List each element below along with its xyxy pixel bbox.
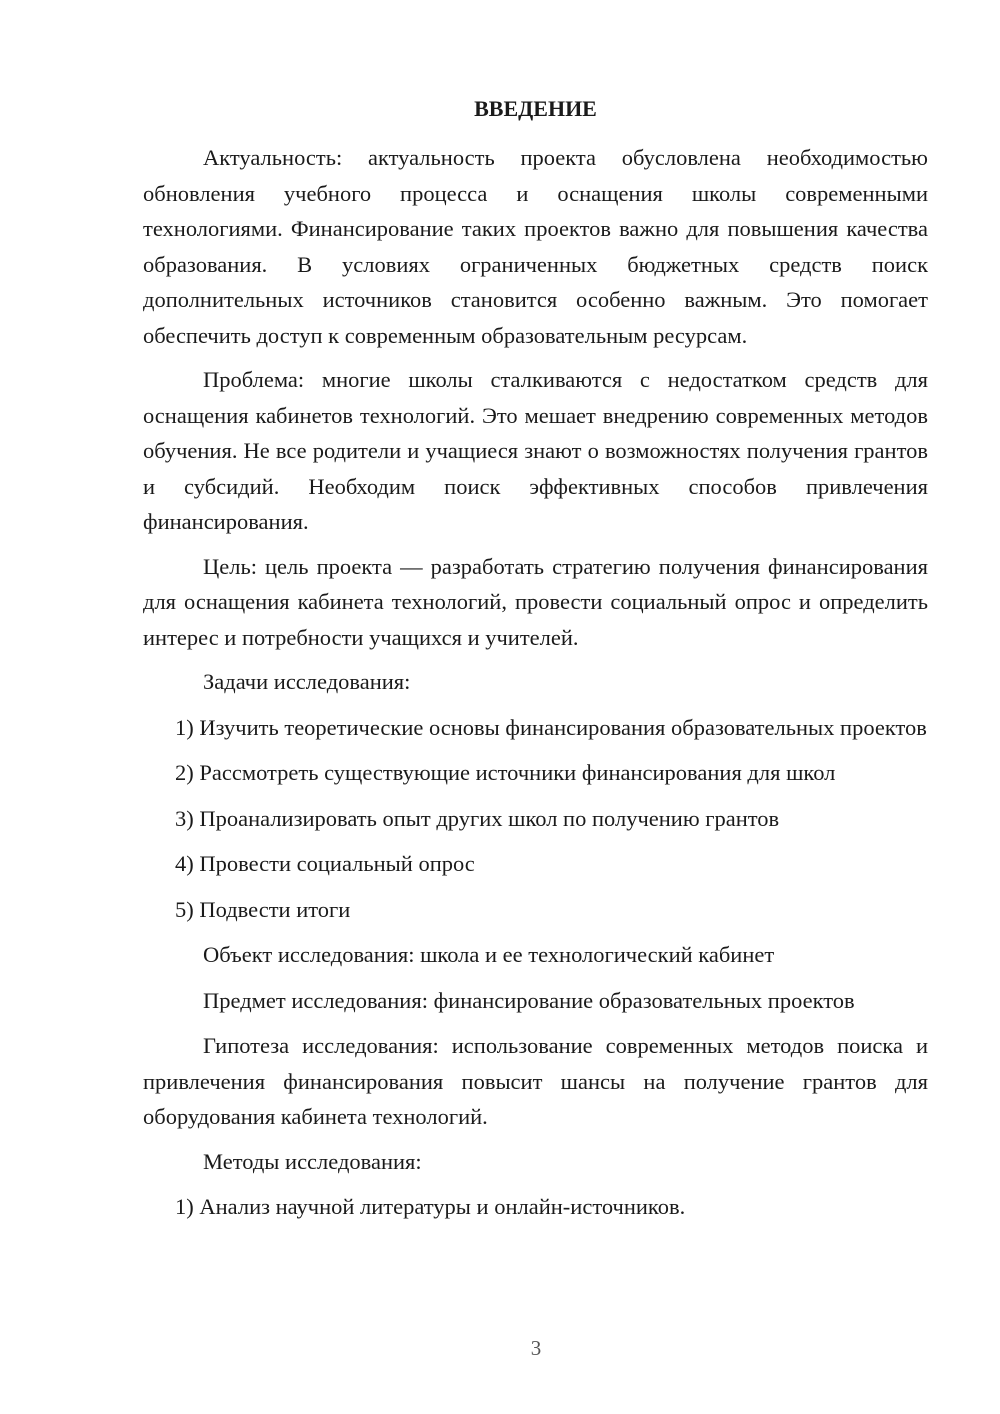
relevance-paragraph: Актуальность: актуальность проекта обусловлена необходимостью обновления учебного процесса и оснащения школы современными технологиями. Финансирование таких проектов важно для повышения качества образования. В условиях ограниченных бюджетных средств поиск дополнительных источников становится особенно важным. Это помогает обеспечить доступ к современным образовательным ресурсам. (143, 145, 928, 348)
task-item-5: 5) Подвести итоги (175, 896, 351, 922)
page-title: ВВЕДЕНИЕ (474, 96, 597, 121)
task-item-1: 1) Изучить теоретические основы финансирования образовательных проектов (175, 714, 927, 740)
methods-heading: Методы исследования: (203, 1148, 422, 1174)
hypothesis-paragraph: Гипотеза исследования: использование современных методов поиска и привлечения финансирования повысит шансы на получение грантов для оборудования кабинета технологий. (143, 1033, 928, 1129)
page-number: 3 (530, 1336, 542, 1360)
task-item-2: 2) Рассмотреть существующие источники финансирования для школ (175, 760, 836, 785)
method-item-1: 1) Анализ научной литературы и онлайн-источников. (175, 1194, 686, 1219)
goal-paragraph: Цель: цель проекта — разработать стратегию получения финансирования для оснащения кабинета технологий, провести социальный опрос и определить интерес и потребности учащихся и учителей. (143, 553, 928, 650)
research-object: Объект исследования: школа и ее технологический кабинет (203, 942, 775, 967)
task-item-3: 3) Проанализировать опыт других школ по получению грантов (175, 805, 780, 831)
problem-paragraph: Проблема: многие школы сталкиваются с недостатком средств для оснащения кабинетов технологий. Это мешает внедрению современных методов обучения. Не все родители и учащиеся знают о возможностях получения грантов и субсидий. Необходим поиск эффективных способов привлечения финансирования. (143, 367, 928, 534)
page-content (143, 94, 928, 1235)
research-subject: Предмет исследования: финансирование образовательных проектов (203, 987, 855, 1013)
task-item-4: 4) Провести социальный опрос (175, 851, 475, 876)
tasks-heading: Задачи исследования: (203, 669, 411, 694)
